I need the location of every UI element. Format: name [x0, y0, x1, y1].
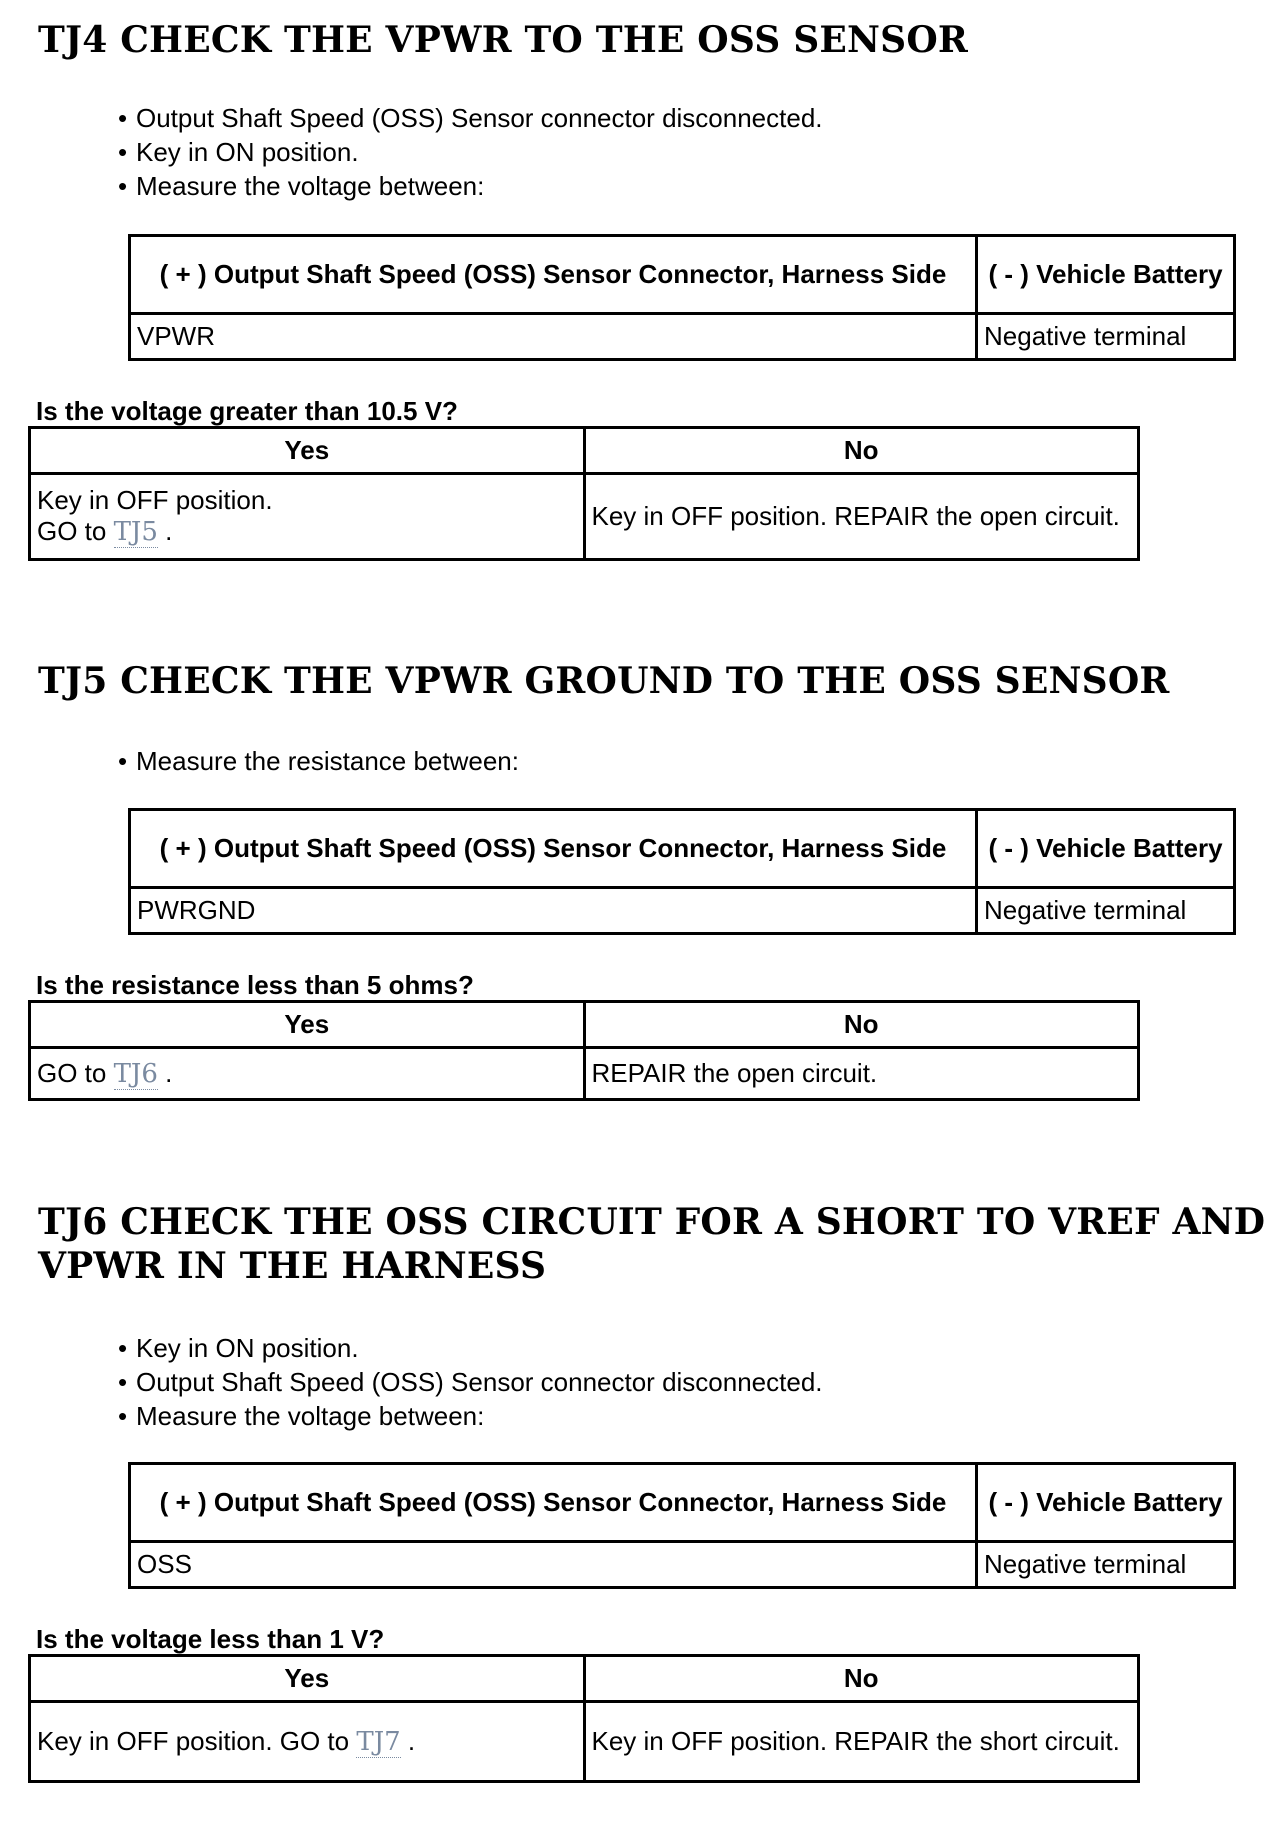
no-cell: Key in OFF position. REPAIR the short circuit. — [584, 1702, 1139, 1782]
goto-tj6-link[interactable]: TJ6 — [113, 1058, 158, 1089]
measurement-table — [128, 808, 1236, 935]
measurement-header-positive: ( + ) Output Shaft Speed (OSS) Sensor Connector, Harness Side — [130, 810, 977, 888]
measurement-header-positive: ( + ) Output Shaft Speed (OSS) Sensor Connector, Harness Side — [130, 236, 977, 314]
measurement-table — [128, 1462, 1236, 1589]
no-cell: Key in OFF position. REPAIR the open circuit. — [584, 474, 1139, 560]
measurement-header-positive: ( + ) Output Shaft Speed (OSS) Sensor Connector, Harness Side — [130, 1464, 977, 1542]
measurement-cell-positive: VPWR — [130, 314, 977, 360]
yes-header: Yes — [30, 1656, 585, 1702]
measurement-header-negative: ( - ) Vehicle Battery — [977, 810, 1235, 888]
yes-header: Yes — [30, 428, 585, 474]
yes-cell: GO to TJ6 . — [30, 1048, 585, 1100]
measurement-header-negative: ( - ) Vehicle Battery — [977, 1464, 1235, 1542]
step-list — [118, 101, 823, 203]
section-title — [38, 1200, 1265, 1288]
step-list — [118, 1331, 823, 1433]
yes-header: Yes — [30, 1002, 585, 1048]
yes-no-table — [28, 426, 1140, 561]
yes-cell: Key in OFF position. GO to TJ7 . — [30, 1702, 585, 1782]
goto-tj7-link[interactable]: TJ7 — [356, 1726, 401, 1757]
step-item: • Output Shaft Speed (OSS) Sensor connector disconnected. — [118, 1365, 823, 1399]
yes-no-table — [28, 1654, 1140, 1783]
question: Is the voltage less than 1 V? — [36, 1624, 385, 1654]
section-title-line: TJ6 CHECK THE OSS CIRCUIT FOR A SHORT TO VREF AND — [38, 1201, 1266, 1243]
no-header: No — [584, 1656, 1139, 1702]
measurement-cell-negative: Negative terminal — [977, 888, 1235, 934]
step-item: • Key in ON position. — [118, 1331, 823, 1365]
no-header: No — [584, 1002, 1139, 1048]
measurement-cell-positive: PWRGND — [130, 888, 977, 934]
section-title: TJ5 CHECK THE VPWR GROUND TO THE OSS SENSOR — [38, 660, 1170, 702]
step-item: • Measure the voltage between: — [118, 169, 823, 203]
step-item: • Measure the resistance between: — [118, 744, 519, 778]
no-cell: REPAIR the open circuit. — [584, 1048, 1139, 1100]
yes-line: GO to TJ5 . — [37, 516, 173, 547]
goto-tj5-link[interactable]: TJ5 — [113, 517, 158, 547]
no-header: No — [584, 428, 1139, 474]
measurement-header-negative: ( - ) Vehicle Battery — [977, 236, 1235, 314]
question: Is the resistance less than 5 ohms? — [36, 970, 474, 1000]
question: Is the voltage greater than 10.5 V? — [36, 396, 458, 426]
measurement-cell-negative: Negative terminal — [977, 314, 1235, 360]
step-item: • Output Shaft Speed (OSS) Sensor connector disconnected. — [118, 101, 823, 135]
measurement-table — [128, 234, 1236, 361]
step-list — [118, 744, 519, 778]
measurement-cell-positive: OSS — [130, 1542, 977, 1588]
yes-cell — [30, 474, 585, 560]
section-title-line: VPWR IN THE HARNESS — [38, 1245, 547, 1287]
yes-no-table — [28, 1000, 1140, 1101]
section-title: TJ4 CHECK THE VPWR TO THE OSS SENSOR — [38, 19, 969, 61]
yes-line: Key in OFF position. — [37, 485, 273, 515]
measurement-cell-negative: Negative terminal — [977, 1542, 1235, 1588]
step-item: • Key in ON position. — [118, 135, 823, 169]
step-item: • Measure the voltage between: — [118, 1399, 823, 1433]
